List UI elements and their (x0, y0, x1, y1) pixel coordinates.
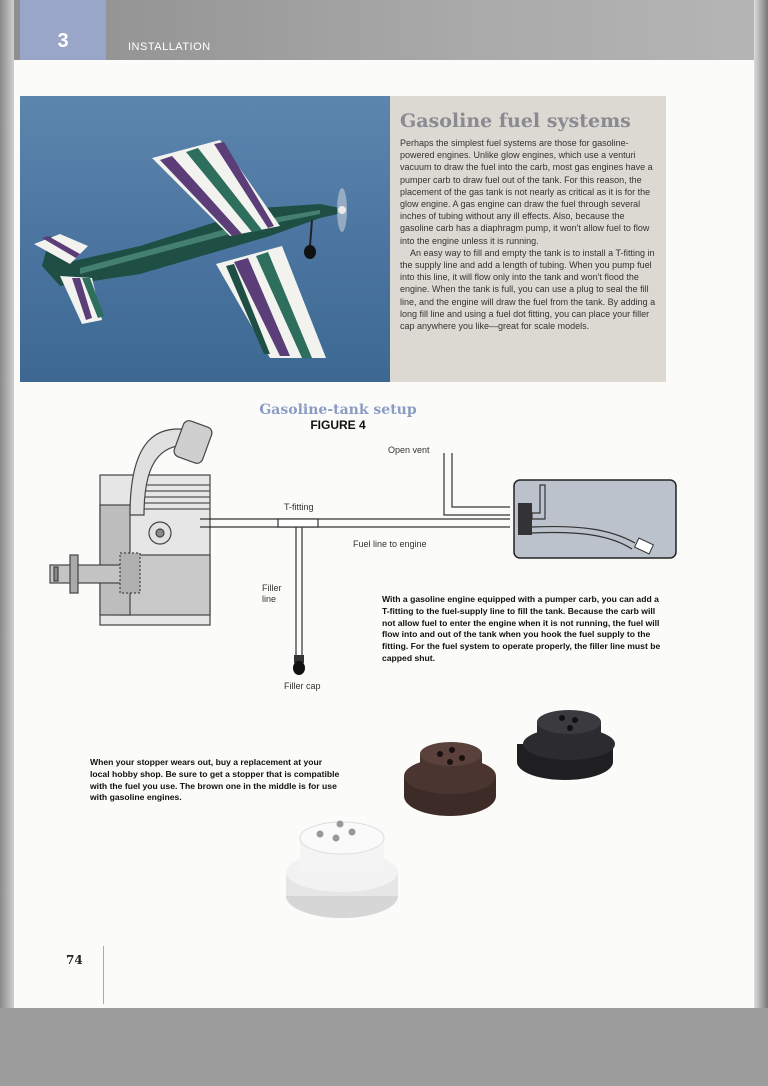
black-stopper (517, 710, 615, 780)
filler-cap-shape (293, 655, 305, 675)
airplane-photo (20, 96, 390, 382)
chapter-number: 3 (57, 30, 69, 52)
fuel-tank-shape (514, 480, 676, 558)
airplane-illustration (20, 96, 390, 382)
page-binding (0, 0, 14, 1008)
section-label: INSTALLATION (128, 41, 211, 53)
label-filler-cap: Filler cap (284, 681, 321, 691)
figure-caption: With a gasoline engine equipped with a pumper carb, you can add a T-fitting to the fuel-supply line to fill the tank. Because the carb will not allow fuel to enter the engine when it is not running, the fuel will flow into and out of the tank when you hook the fuel supply to the fitting. For the fuel system to operate properly, the filler line must be capped shut. (382, 594, 661, 663)
engine-illustration (50, 419, 214, 625)
page-edge-shadow (754, 0, 768, 1008)
sidebar-body (400, 137, 658, 332)
sidebar-title: Gasoline fuel systems (400, 110, 631, 132)
stopper-caption: When your stopper wears out, buy a replacement at your local hobby shop. Be sure to get a stopper that is compatible with the fuel you use. The brown one in the middle is for use with gasoline engines. (90, 757, 340, 803)
scan-background (0, 1008, 768, 1086)
sidebar-paragraph: Perhaps the simplest fuel systems are those for gasoline-powered engines. Unlike glow engines, which use a venturi vacuum to draw the fuel into the carb, most gas engines have a pumper carb to draw fuel out of the tank. For this reason, the placement of the gas tank is not nearly as critical as it is for the glow engine. A gas engine can draw the fuel through several inches of tubing without any ill effects. Also, because the gasoline carb has a diaphragm pump, it won't allow fuel to flow into the engine unless it is running. (400, 138, 653, 246)
label-filler-line: Filler line (262, 583, 282, 604)
page-number: 74 (66, 953, 83, 967)
stopper-illustration (270, 700, 640, 930)
sidebar-paragraph: An easy way to fill and empty the tank is to install a T-fitting in the supply line and add a length of tubing. When you pump fuel into this line, it will flow only into the tank and won't flood the engine. When the tank is full, you can use a plug to seal the fill line, and the engine will draw the fuel from the tank. By adding a long fill line and using a fuel dot fitting, you can place your filler cap anywhere you like—great for scale models. (400, 247, 656, 332)
stopper-photo (270, 700, 640, 930)
label-fuel-line: Fuel line to engine (353, 539, 427, 549)
label-open-vent: Open vent (388, 445, 430, 455)
figure-number: FIGURE 4 (310, 418, 366, 432)
white-stopper (286, 821, 398, 919)
page-number-rule (103, 946, 104, 1004)
label-t-fitting: T-fitting (284, 502, 314, 512)
figure-title: Gasoline-tank setup (259, 402, 417, 418)
chapter-header-bar (14, 0, 754, 60)
brown-stopper (404, 742, 496, 816)
